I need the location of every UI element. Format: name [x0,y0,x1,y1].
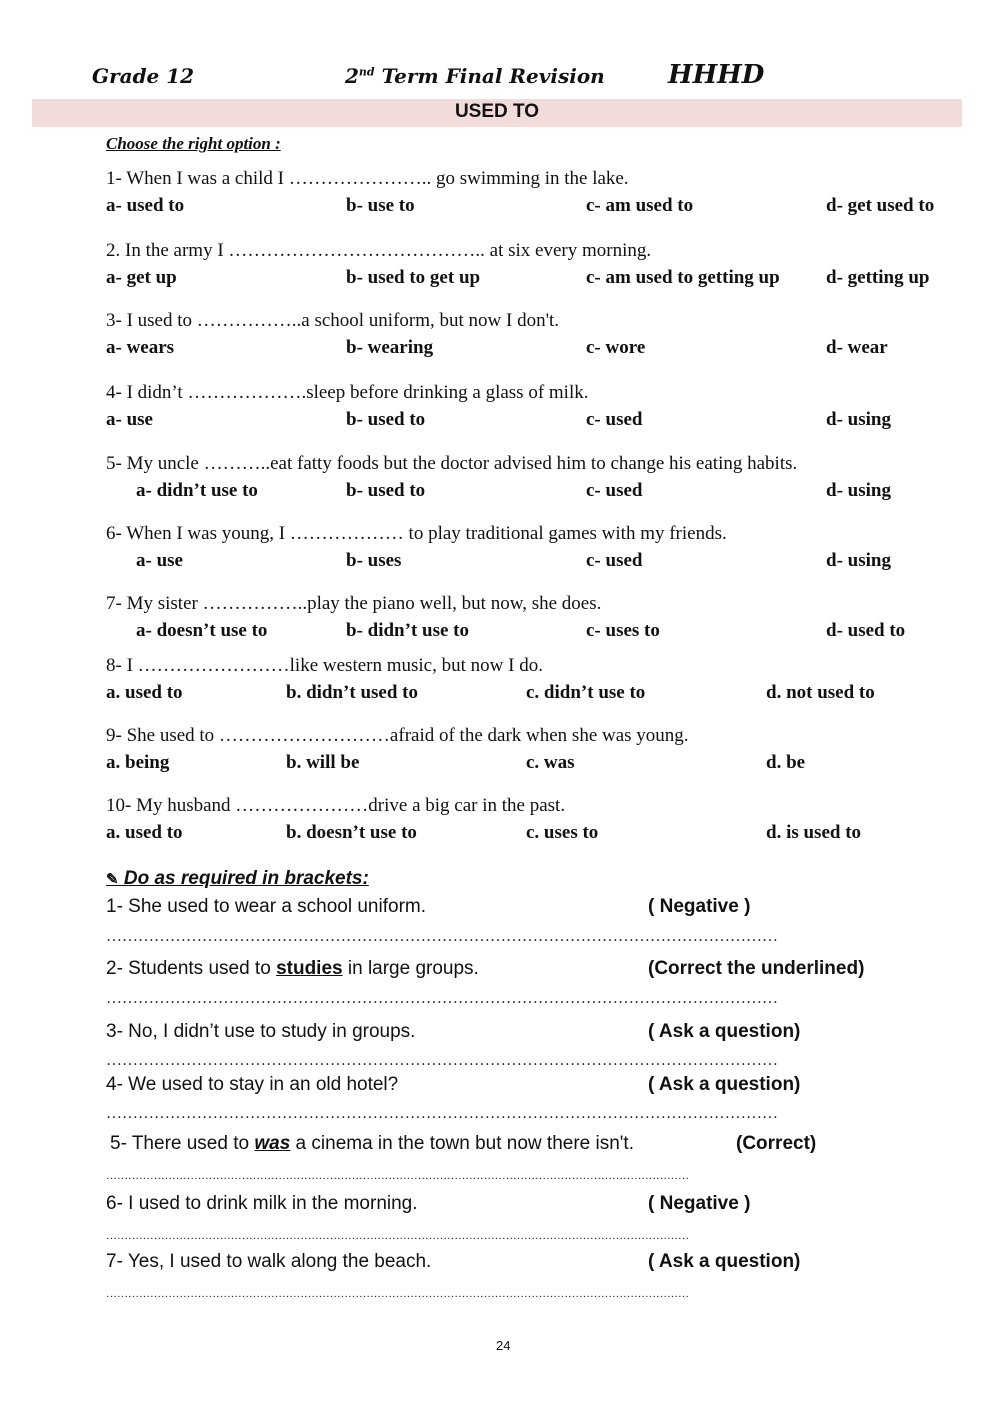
question-9-option-d[interactable]: d. be [766,752,806,773]
question-9-option-b[interactable]: b. will be [286,752,360,773]
term-title [345,64,605,88]
initials: HHHD [668,60,765,90]
question-8-option-d[interactable]: d. not used to [766,682,875,703]
underlined-word: studies [276,958,343,979]
answer-line[interactable]: …………………………………………………………………………………………………………………………………………… [106,1230,689,1242]
task-1: 1- She used to wear a school uniform. [106,896,427,917]
task-1-instruction: ( Negative ) [648,896,751,917]
question-4-option-c[interactable]: c- used [586,409,643,430]
question-10-option-c[interactable]: c. uses to [526,822,599,843]
question-8-option-a[interactable]: a. used to [106,682,183,703]
question-5-option-d[interactable]: d- using [826,480,891,501]
question-2-option-a[interactable]: a- get up [106,267,177,288]
question-10-option-b[interactable]: b. doesn’t use to [286,822,417,843]
question-9: 9- She used to ………………………afraid of the dark when she was young. [106,725,689,746]
question-9-option-c[interactable]: c. was [526,752,575,773]
task-3-instruction: ( Ask a question) [648,1021,801,1042]
question-1: 1- When I was a child I ………………….. go swimming in the lake. [106,168,629,189]
question-4-option-a[interactable]: a- use [106,409,153,430]
question-3: 3- I used to ……………..a school uniform, but now I don't. [106,310,560,331]
question-7-option-c[interactable]: c- uses to [586,620,660,641]
task-7-instruction: ( Ask a question) [648,1251,801,1272]
task-4-instruction: ( Ask a question) [648,1074,801,1095]
question-4: 4- I didn’t ……………….sleep before drinking a glass of milk. [106,382,589,403]
pencil-icon: ✎ [106,871,119,888]
title-band [32,99,962,127]
question-10: 10- My husband …………………drive a big car in the past. [106,795,566,816]
question-3-option-c[interactable]: c- wore [586,337,646,358]
question-3-option-a[interactable]: a- wears [106,337,175,358]
question-5-option-a[interactable]: a- didn’t use to [136,480,258,501]
question-7-option-b[interactable]: b- didn’t use to [346,620,469,641]
question-8: 8- I ……………………like western music, but now I do. [106,655,543,676]
task-5-instruction: (Correct) [736,1133,817,1154]
task-2-instruction: (Correct the underlined) [648,958,865,979]
answer-line[interactable]: ……………………………………………………………………………………………………………… [106,990,778,1007]
question-8-option-b[interactable]: b. didn’t used to [286,682,418,703]
answer-line[interactable]: …………………………………………………………………………………………………………………………………………… [106,1288,689,1300]
question-2-option-c[interactable]: c- am used to getting up [586,267,780,288]
task-3: 3- No, I didn’t use to study in groups. [106,1021,416,1042]
question-5: 5- My uncle ………..eat fatty foods but the doctor advised him to change his eating habits. [106,453,798,474]
underlined-word: was [254,1133,291,1154]
question-1-option-a[interactable]: a- used to [106,195,185,216]
question-1-option-c[interactable]: c- am used to [586,195,694,216]
question-5-option-b[interactable]: b- used to [346,480,426,501]
question-3-option-b[interactable]: b- wearing [346,337,434,358]
answer-line[interactable]: ……………………………………………………………………………………………………………… [106,1105,778,1122]
task-text-end: a cinema in the town but now there isn't. [290,1133,634,1154]
question-2-option-b[interactable]: b- used to get up [346,267,481,288]
task-6: 6- I used to drink milk in the morning. [106,1193,418,1214]
question-3-option-d[interactable]: d- wear [826,337,888,358]
section2-heading-text: Do as required in brackets: [123,868,369,889]
section1-heading: Choose the right option : [106,134,281,153]
term-number: 2 [345,64,359,88]
answer-line[interactable]: ……………………………………………………………………………………………………………… [106,928,778,945]
question-5-option-c[interactable]: c- used [586,480,643,501]
question-1-option-d[interactable]: d- get used to [826,195,935,216]
answer-line[interactable]: …………………………………………………………………………………………………………………………………………… [106,1170,689,1182]
section2-heading [106,868,369,890]
question-6-option-d[interactable]: d- using [826,550,891,571]
question-1-option-b[interactable]: b- use to [346,195,415,216]
question-6-option-c[interactable]: c- used [586,550,643,571]
question-6-option-b[interactable]: b- uses [346,550,402,571]
answer-line[interactable]: ……………………………………………………………………………………………………………… [106,1052,778,1069]
task-text-start: 5- There used to [110,1133,255,1154]
page-number: 24 [496,1338,511,1353]
task-text-start: 2- Students used to [106,958,277,979]
question-8-option-c[interactable]: c. didn’t use to [526,682,646,703]
question-2: 2. In the army I ………………………………….. at six every morning. [106,240,652,261]
grade-label: Grade 12 [92,64,195,88]
question-6-option-a[interactable]: a- use [136,550,183,571]
question-7-option-d[interactable]: d- used to [826,620,906,641]
task-text-end: in large groups. [342,958,479,979]
question-7: 7- My sister ……………..play the piano well, but now, she does. [106,593,602,614]
question-4-option-d[interactable]: d- using [826,409,891,430]
question-7-option-a[interactable]: a- doesn’t use to [136,620,268,641]
term-suffix: nd [358,65,375,79]
page-title: USED TO [454,101,540,122]
task-4: 4- We used to stay in an old hotel? [106,1074,399,1095]
question-9-option-a[interactable]: a. being [106,752,170,773]
task-6-instruction: ( Negative ) [648,1193,751,1214]
question-2-option-d[interactable]: d- getting up [826,267,930,288]
task-2 [106,958,479,980]
question-4-option-b[interactable]: b- used to [346,409,426,430]
task-5 [110,1133,634,1155]
question-10-option-d[interactable]: d. is used to [766,822,862,843]
task-7: 7- Yes, I used to walk along the beach. [106,1251,432,1272]
question-10-option-a[interactable]: a. used to [106,822,183,843]
question-6: 6- When I was young, I ……………… to play traditional games with my friends. [106,523,727,544]
term-rest: Term Final Revision [374,64,605,88]
